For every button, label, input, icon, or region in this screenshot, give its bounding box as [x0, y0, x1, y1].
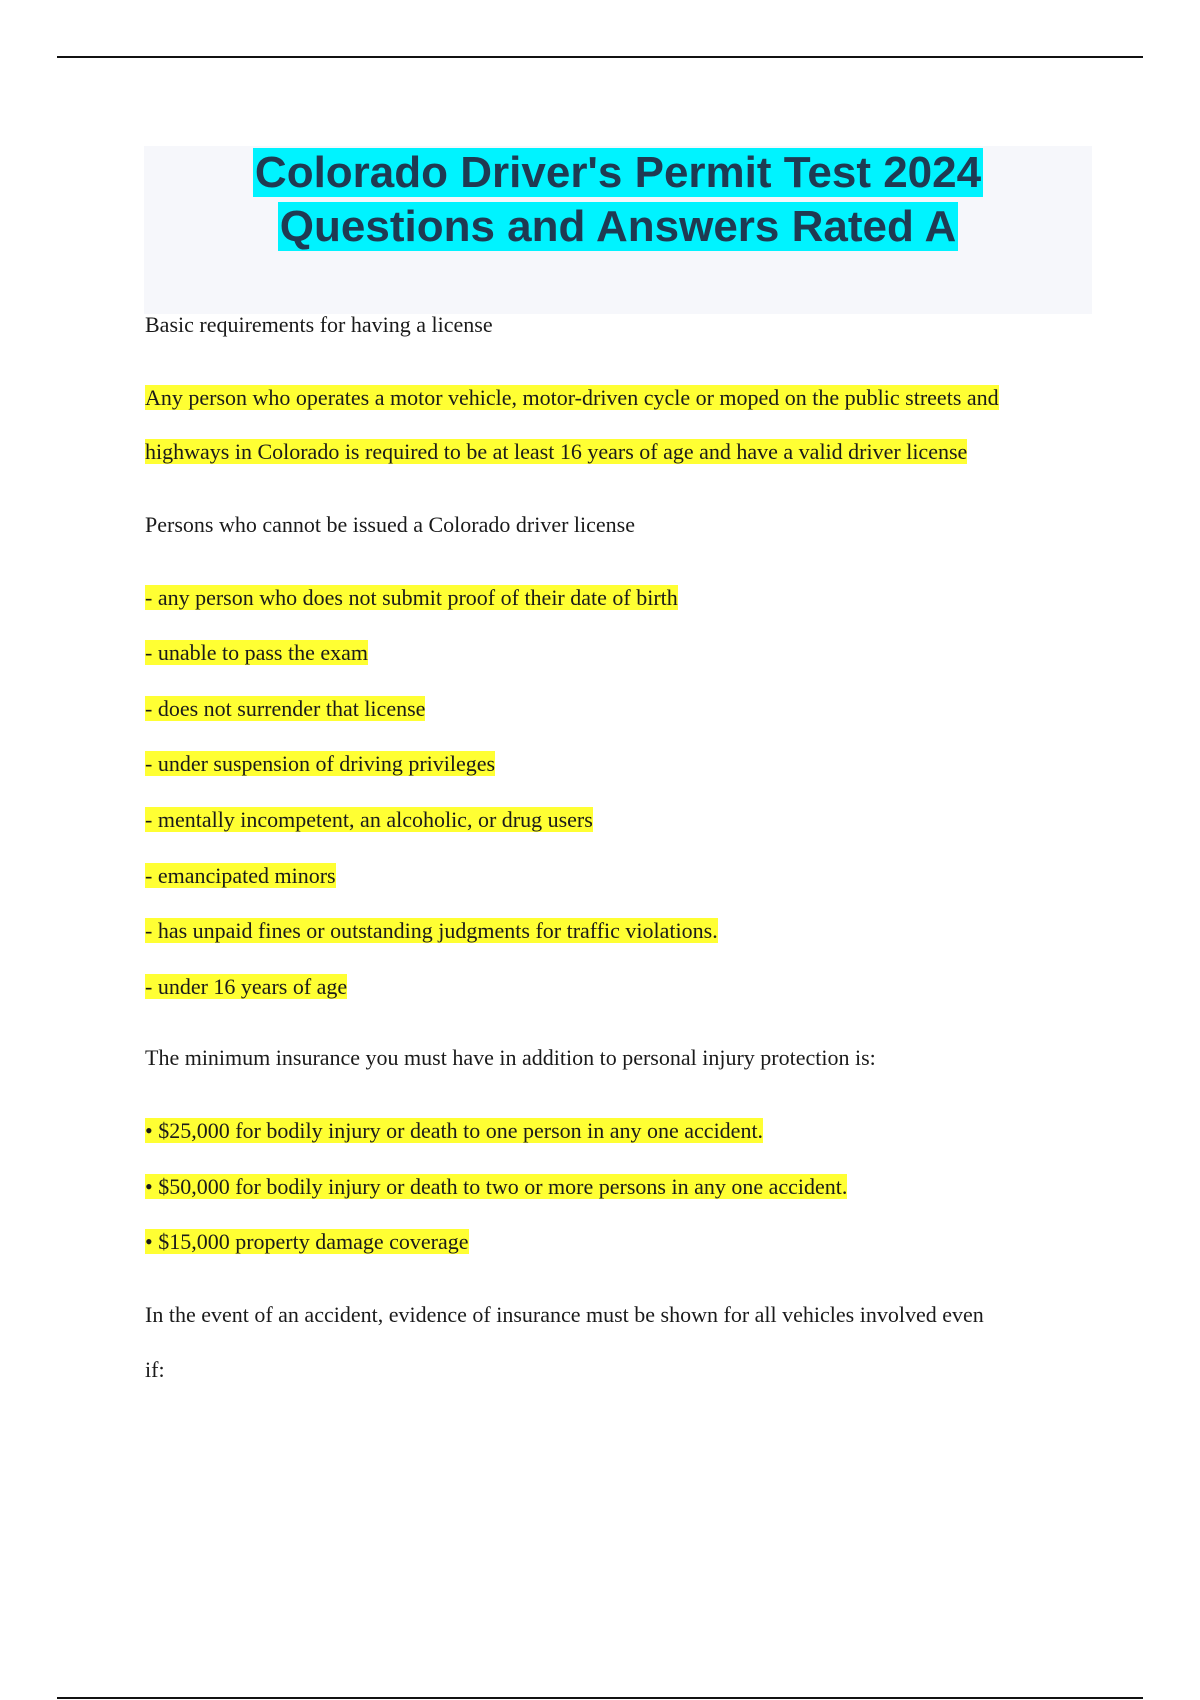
answer-item: - mentally incompetent, an alcoholic, or drug users: [145, 807, 593, 832]
question-accident-evidence-line-2: if:: [145, 1357, 165, 1382]
answer-item: • $15,000 property damage coverage: [145, 1229, 469, 1254]
bottom-rule: [57, 1697, 1143, 1699]
top-rule: [57, 56, 1143, 58]
answer-item: - any person who does not submit proof of their date of birth: [145, 585, 678, 610]
question-persons-not-issued: Persons who cannot be issued a Colorado driver license: [145, 512, 635, 537]
answer-item: - unable to pass the exam: [145, 640, 368, 665]
question-basic-requirements: Basic requirements for having a license: [145, 312, 493, 337]
answer-item: - has unpaid fines or outstanding judgments for traffic violations.: [145, 918, 718, 943]
question-minimum-insurance: The minimum insurance you must have in addition to personal injury protection is:: [145, 1045, 876, 1070]
answer-item: - under suspension of driving privileges: [145, 751, 496, 776]
title-block: [144, 146, 1092, 314]
answer-item: - under 16 years of age: [145, 974, 348, 999]
question-accident-evidence-line-1: In the event of an accident, evidence of insurance must be shown for all vehicles involved even: [145, 1302, 984, 1327]
answer-item: • $25,000 for bodily injury or death to one person in any one accident.: [145, 1118, 764, 1143]
title-line-2: Questions and Answers Rated A: [279, 202, 957, 251]
answer-item: • $50,000 for bodily injury or death to two or more persons in any one accident.: [145, 1174, 848, 1199]
answer-basic-requirements-line-1: Any person who operates a motor vehicle, motor-driven cycle or moped on the public streets and: [145, 385, 999, 410]
answer-item: - emancipated minors: [145, 863, 336, 888]
title-line-1: Colorado Driver's Permit Test 2024: [254, 148, 982, 197]
answer-item: - does not surrender that license: [145, 696, 426, 721]
answer-basic-requirements-line-2: highways in Colorado is required to be at least 16 years of age and have a valid driver license: [145, 439, 968, 464]
